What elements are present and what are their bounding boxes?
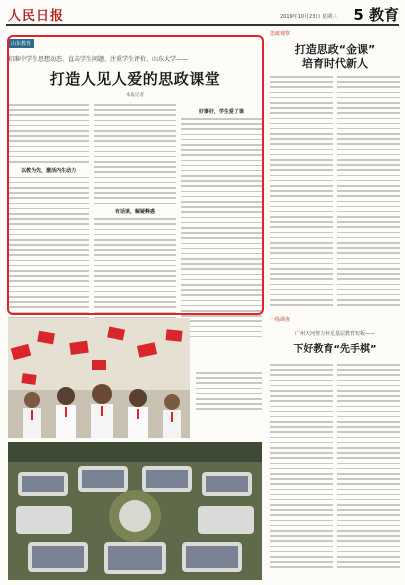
section-label: 5 教育 bbox=[353, 6, 399, 24]
body-column bbox=[337, 76, 400, 309]
masthead bbox=[6, 4, 399, 26]
main-story-kicker: 山东教育 bbox=[8, 39, 34, 48]
body-column bbox=[270, 364, 333, 572]
caption-text bbox=[196, 372, 262, 410]
main-story-headline: 打造人见人爱的思政课堂 bbox=[49, 70, 221, 88]
main-story-subhead: 有话谈，解疑释惑 bbox=[114, 209, 155, 216]
body-text-block bbox=[270, 76, 333, 306]
children-flag-photo bbox=[8, 318, 190, 438]
lower-story-body bbox=[270, 364, 400, 572]
dateline: 2019年10月23日 星期三 bbox=[279, 14, 337, 20]
right-story-headline-line1: 打造思政“金课” bbox=[294, 43, 376, 56]
right-story bbox=[270, 30, 400, 309]
body-column bbox=[337, 364, 400, 572]
aerial-formation-photo bbox=[8, 442, 262, 580]
lower-story-subtitle: 广州天河努力补足基层教育短板—— bbox=[294, 331, 375, 337]
right-story-headline-line2: 培育时代新人 bbox=[302, 57, 368, 70]
newspaper-logo: 人民日报 bbox=[8, 9, 65, 24]
lower-story-headline: 下好教育“先手棋” bbox=[293, 344, 377, 355]
body-text-block bbox=[337, 76, 400, 306]
body-column bbox=[270, 76, 333, 309]
right-story-kicker: 思政观察 bbox=[270, 31, 291, 37]
right-story-body bbox=[270, 76, 400, 309]
highlight-frame bbox=[7, 35, 264, 315]
main-story-subhead: 以教为先，激活内生动力 bbox=[21, 167, 77, 174]
main-story-byline: 本报记者 bbox=[126, 93, 144, 98]
photo-caption bbox=[196, 372, 262, 414]
main-story-subhead: 好事好，学生爱了课 bbox=[198, 109, 244, 115]
body-text-block bbox=[337, 364, 400, 568]
main-story-subtitle: 扣准中学生思想动态、直击学生问题、注重学生评价，山东大学—— bbox=[8, 56, 189, 63]
body-text-block bbox=[270, 364, 333, 568]
lower-story-kicker: 一线调查 bbox=[270, 317, 291, 323]
